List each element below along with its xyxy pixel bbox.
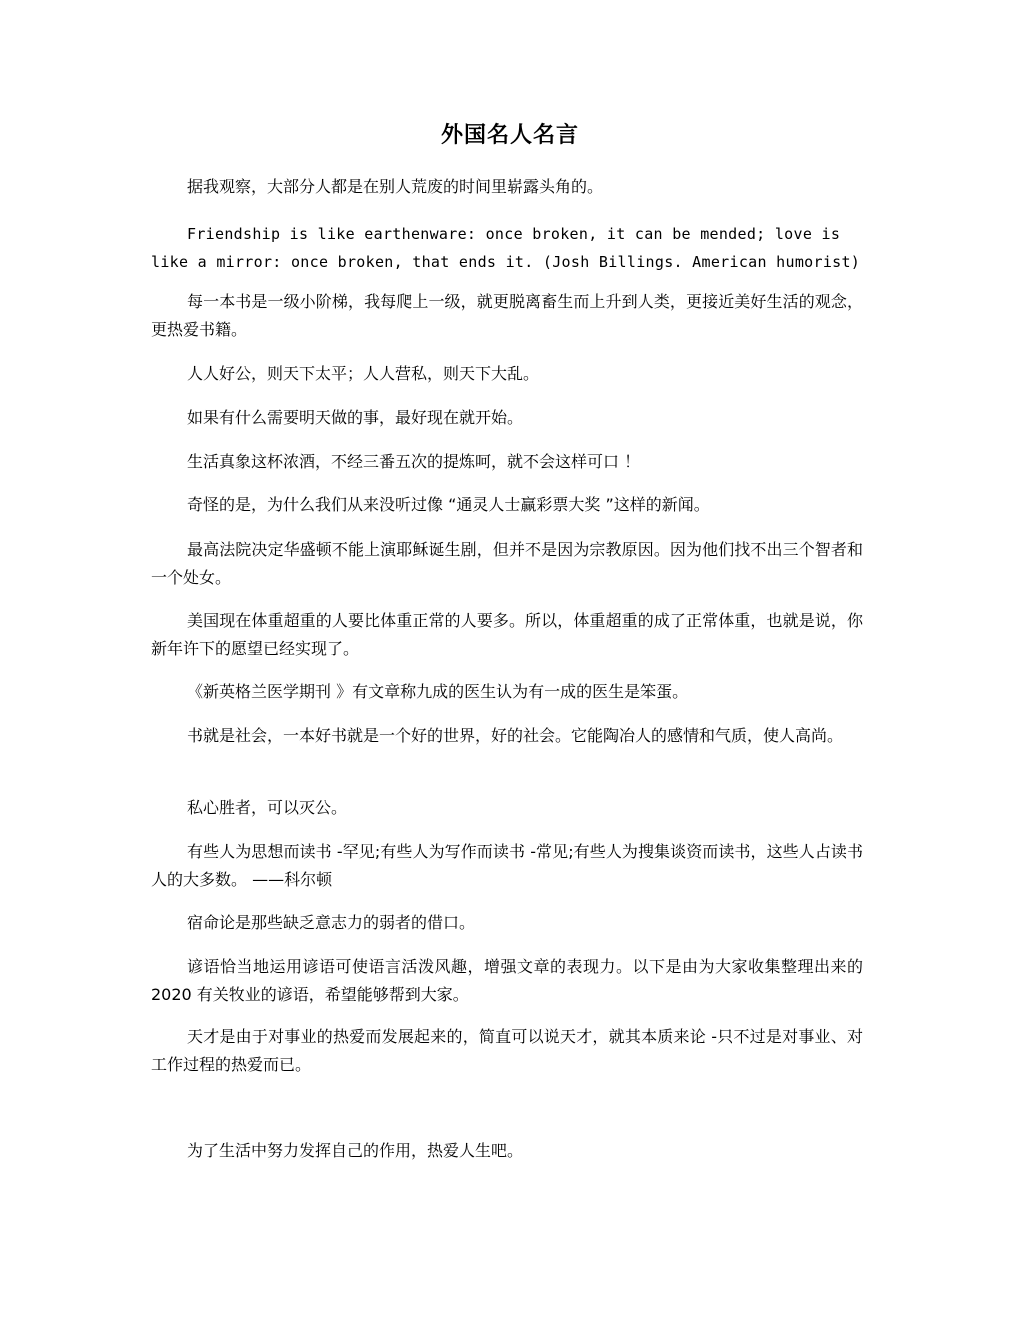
quote-paragraph: 生活真象这杯浓酒，不经三番五次的提炼呵，就不会这样可口 ！ — [187, 452, 641, 471]
quote-paragraph: 有些人为思想而读书 -罕见;有些人为写作而读书 -常见;有些人为搜集谈资而读书，这些人占读书人的大多数。 ——科尔顿 — [151, 842, 863, 889]
quote-paragraph: 宿命论是那些缺乏意志力的弱者的借口。 — [187, 913, 476, 932]
quote-paragraph: 最高法院决定华盛顿不能上演耶稣诞生剧，但并不是因为宗教原因。因为他们找不出三个智者和一个处女。 — [151, 540, 863, 587]
quote-paragraph: 私心胜者，可以灭公。 — [187, 798, 348, 817]
quote-paragraph: 天才是由于对事业的热爱而发展起来的，简直可以说天才，就其本质来论 -只不过是对事业、对工作过程的热爱而已。 — [151, 1027, 863, 1074]
quote-paragraph: 《新英格兰医学期刊 》有文章称九成的医生认为有一成的医生是笨蛋。 — [187, 682, 689, 701]
quote-paragraph: 每一本书是一级小阶梯，我每爬上一级，就更脱离畜生而上升到人类，更接近美好生活的观念，更热爱书籍。 — [151, 292, 863, 339]
quote-paragraph-english: Friendship is like earthenware: once broken, it can be mended; love is like a mirror: once broken, that ends it. (Josh Billings. American humorist) — [151, 225, 861, 271]
page-title: 外国名人名言 — [440, 122, 579, 148]
quote-paragraph: 奇怪的是，为什么我们从来没听过像 “通灵人士赢彩票大奖 ”这样的新闻。 — [187, 495, 710, 514]
quote-paragraph: 为了生活中努力发挥自己的作用，热爱人生吧。 — [187, 1141, 524, 1160]
quote-paragraph: 书就是社会，一本好书就是一个好的世界，好的社会。它能陶冶人的感情和气质，使人高尚。 — [187, 726, 844, 745]
quote-paragraph: 人人好公，则天下太平；人人营私，则天下大乱。 — [187, 364, 540, 383]
quote-paragraph: 如果有什么需要明天做的事，最好现在就开始。 — [187, 408, 524, 427]
quote-paragraph: 美国现在体重超重的人要比体重正常的人要多。所以，体重超重的成了正常体重，也就是说，你新年许下的愿望已经实现了。 — [151, 611, 863, 658]
quote-paragraph: 据我观察，大部分人都是在别人荒废的时间里崭露头角的。 — [187, 177, 604, 196]
quote-paragraph: 谚语恰当地运用谚语可使语言活泼风趣，增强文章的表现力。以下是由为大家收集整理出来的 2020 有关牧业的谚语，希望能够帮到大家。 — [151, 957, 863, 1004]
